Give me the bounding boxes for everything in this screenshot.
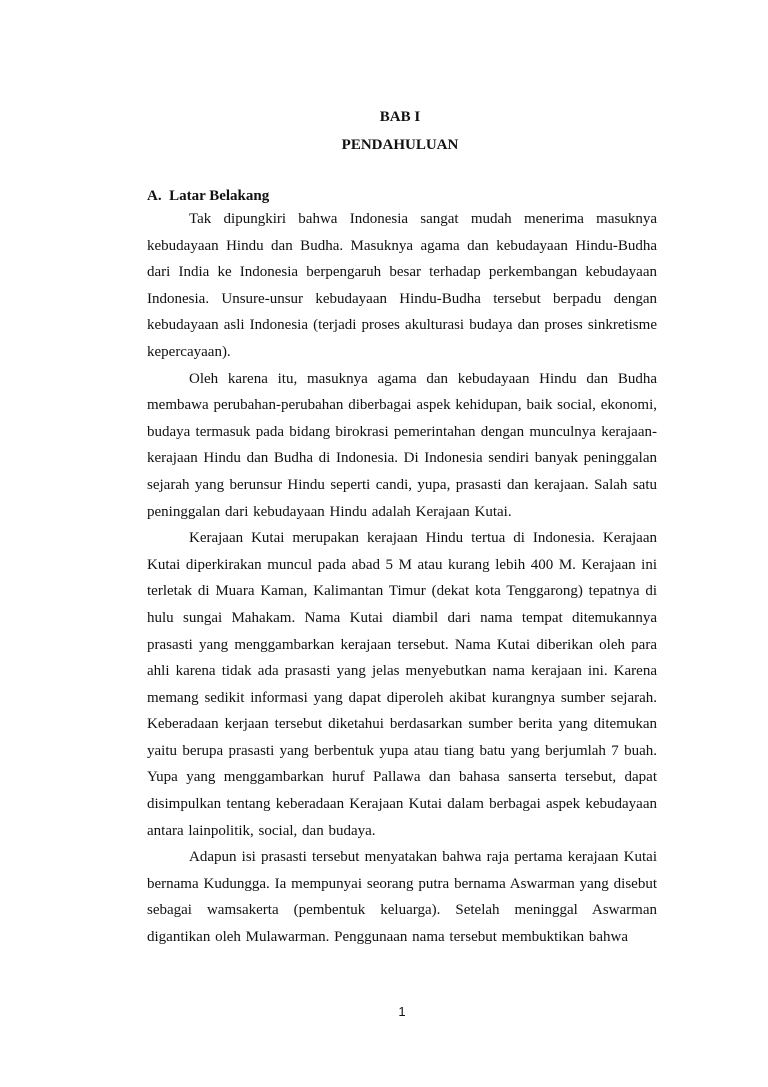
section-heading: A. Latar Belakang (147, 188, 270, 204)
paragraph: Adapun isi prasasti tersebut menyatakan bahwa raja pertama kerajaan Kutai bernama Kudungga. Ia mempunyai seorang putra bernama Aswarman yang disebut sebagai wamsakerta (pembentuk keluarga). Setelah meninggal Aswarman digantikan oleh Mulawarman. Penggunaan nama tersebut membuktikan bahwa (147, 849, 657, 946)
chapter-title: PENDAHULUAN (341, 137, 459, 153)
body-text (147, 206, 657, 951)
chapter-label: BAB I (379, 109, 421, 125)
page-number: 1 (398, 1004, 406, 1019)
paragraph: Oleh karena itu, masuknya agama dan kebudayaan Hindu dan Budha membawa perubahan-perubahan diberbagai aspek kehidupan, baik social, ekonomi, budaya termasuk pada bidang birokrasi pemerintahan dengan munculnya kerajaan-kerajaan Hindu dan Budha di Indonesia. Di Indonesia sendiri banyak peninggalan sejarah yang berunsur Hindu seperti candi, yupa, prasasti dan kerajaan. Salah satu peninggalan dari kebudayaan Hindu adalah Kerajaan Kutai. (147, 370, 657, 520)
paragraph: Tak dipungkiri bahwa Indonesia sangat mudah menerima masuknya kebudayaan Hindu dan Budha. Masuknya agama dan kebudayaan Hindu-Budha dari India ke Indonesia berpengaruh besar terhadap perkembangan kebudayaan Indonesia. Unsure-unsur kebudayaan Hindu-Budha tersebut berpadu dengan kebudayaan asli Indonesia (terjadi proses akulturasi budaya dan proses sinkretisme kepercayaan). (147, 211, 657, 360)
paragraph: Kerajaan Kutai merupakan kerajaan Hindu tertua di Indonesia. Kerajaan Kutai diperkirakan muncul pada abad 5 M atau kurang lebih 400 M. Kerajaan ini terletak di Muara Kaman, Kalimantan Timur (dekat kota Tenggarong) tepatnya di hulu sungai Mahakam. Nama Kutai diambil dari nama tempat ditemukannya prasasti yang menggambarkan kerajaan tersebut. Nama Kutai diberikan oleh para ahli karena tidak ada prasasti yang jelas menyebutkan nama kerajaan ini. Karena memang sedikit informasi yang dapat diperoleh akibat kurangnya sumber sejarah. Keberadaan kerjaan tersebut diketahui berdasarkan sumber berita yang ditemukan yaitu berupa prasasti yang berbentuk yupa atau tiang batu yang berjumlah 7 buah. Yupa yang menggambarkan huruf Pallawa dan bahasa sanserta tersebut, dapat disimpulkan tentang keberadaan Kerajaan Kutai dalam berbagai aspek kebudayaan antara lainpolitik, social, dan budaya. (147, 530, 657, 839)
